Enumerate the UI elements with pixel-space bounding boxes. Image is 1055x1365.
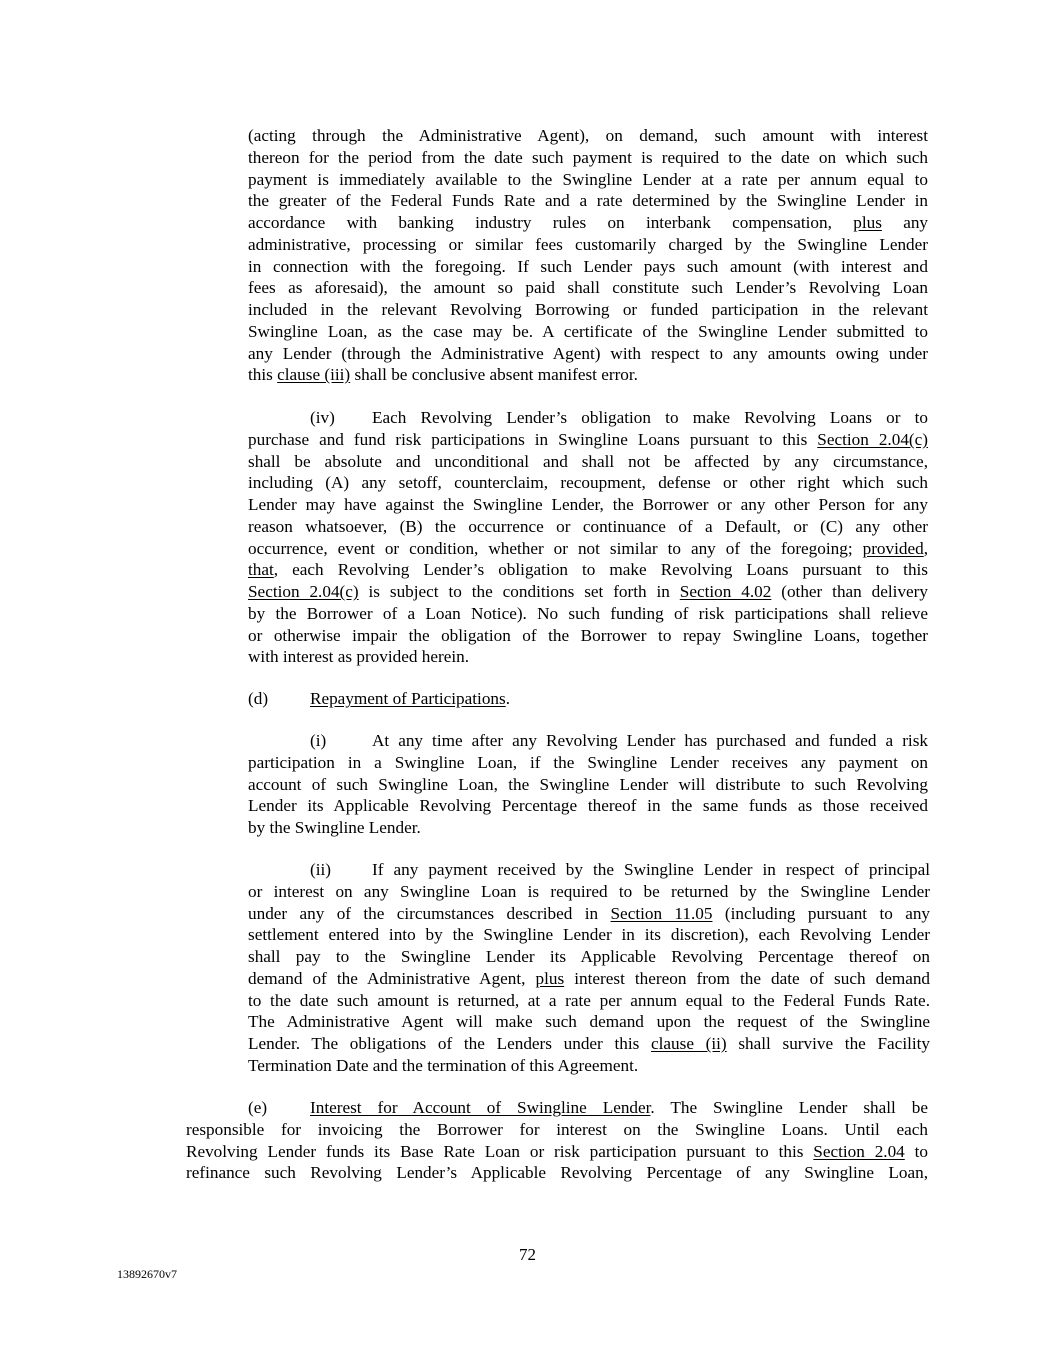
text-line: by the Borrower of a Loan Notice). No such funding of risk participations shall relieve [248,603,928,623]
text-line: account of such Swingline Loan, the Swingline Lender will distribute to such Revolving [248,774,928,794]
text-line: (d) Repayment of Participations. [248,689,510,708]
text-line: settlement entered into by the Swingline Lender in its discretion), each Revolving Lender [248,925,930,945]
paragraph-number: (ii) [310,860,331,879]
text-line: by the Swingline Lender. [248,818,421,837]
paragraph-e [186,1097,928,1184]
text-line: The Administrative Agent will make such demand upon the request of the Swingline [248,1012,930,1032]
text-line: (iv) Each Revolving Lender’s obligation to make Revolving Loans or to [310,408,928,427]
text-line: (acting through the Administrative Agent), on demand, such amount with interest [248,126,928,145]
provided-term: provided [862,538,924,558]
text-line: (ii) If any payment received by the Swingline Lender in respect of principal [310,860,930,879]
text-line: shall be absolute and unconditional and shall not be affected by any circumstance, [248,451,928,471]
text-line: this clause (iii) shall be conclusive absent manifest error. [248,365,638,385]
text-line: any Lender (through the Administrative Agent) with respect to any amounts owing under [248,343,928,363]
text-line: under any of the circumstances described in Section 11.05 (including pursuant to any [248,903,931,923]
paragraph-number: (i) [310,731,327,750]
text-line: payment is immediately available to the Swingline Lender at a rate per annum equal to [248,169,928,189]
text-line: occurrence, event or condition, whether or not similar to any of the foregoing; provided, [248,538,928,558]
text-line: to the date such amount is returned, at a rate per annum equal to the Federal Funds Rate. [248,990,930,1010]
text-line: responsible for invoicing the Borrower for interest on the Swingline Loans. Until each [186,1119,928,1139]
text-line: Lender. The obligations of the Lenders under this clause (ii) shall survive the Facility [248,1034,931,1053]
text-line: the greater of the Federal Funds Rate and a rate determined by the Swingline Lender in [248,191,928,211]
text-line: (e) Interest for Account of Swingline Lender. The Swingline Lender shall be [248,1098,928,1117]
text-line: in connection with the foregoing. If such Lender pays such amount (with interest and [248,256,928,276]
text-line: administrative, processing or similar fees customarily charged by the Swingline Lender [248,234,928,254]
text-line: Lender may have against the Swingline Lender, the Borrower or any other Person for any [248,495,928,514]
section-2-04-reference: Section 2.04 [813,1141,905,1161]
section-4-02-reference: Section 4.02 [679,582,772,601]
plus-term: plus [853,213,882,232]
text-line: including (A) any setoff, counterclaim, recoupment, defense or other right which such [248,473,928,493]
text-line: demand of the Administrative Agent, plus interest thereon from the date of such demand [248,968,931,988]
clause-iii-reference: clause (iii) [277,365,351,385]
text-line: or interest on any Swingline Loan is required to be returned by the Swingline Lender [248,881,930,901]
text-line: participation in a Swingline Loan, if the Swingline Lender receives any payment on [248,752,928,772]
text-line: Swingline Loan, as the case may be. A certificate of the Swingline Lender submitted to [248,321,928,341]
text-line: Lender its Applicable Revolving Percentage thereof in the same funds as those received [248,796,928,816]
text-line: with interest as provided herein. [248,647,469,667]
paragraph-d-i [248,730,928,839]
paragraph-d-ii [248,859,930,1077]
document-id: 13892670v7 [117,1267,177,1281]
that-term: that [248,560,274,580]
text-line: shall pay to the Swingline Lender its Applicable Revolving Percentage thereof on [248,947,930,966]
page-number: 72 [519,1245,536,1264]
clause-ii-reference: clause (ii) [651,1034,727,1053]
heading-d [248,688,928,710]
text-line: fees as aforesaid), the amount so paid shall constitute such Lender’s Revolving Loan [248,278,928,298]
text-line: reason whatsoever, (B) the occurrence or continuance of a Default, or (C) any other [248,516,928,536]
text-line: refinance such Revolving Lender’s Applicable Revolving Percentage of any Swingline Loan, [186,1163,928,1183]
text-line: Revolving Lender funds its Base Rate Loan or risk participation pursuant to this Section 2.04 to [186,1141,929,1161]
section-2-04c-reference: Section 2.04(c) [817,429,928,449]
paragraph-number: (iv) [310,408,335,427]
plus-term: plus [535,968,565,988]
section-11-05-reference: Section 11.05 [610,903,713,923]
section-letter: (e) [248,1098,268,1117]
section-title: Repayment of Participations [310,689,506,708]
text-line: or otherwise impair the obligation of the Borrower to repay Swingline Loans, together [248,625,928,645]
paragraph-iii-continuation [248,125,928,386]
text-line: Section 2.04(c) is subject to the conditions set forth in Section 4.02 (other than delivery [248,582,928,601]
text-line: (i) At any time after any Revolving Lender has purchased and funded a risk [310,731,928,750]
paragraph-iv [248,407,928,668]
section-title: Interest for Account of Swingline Lender [310,1098,651,1117]
text-line: accordance with banking industry rules on interbank compensation, plus any [248,213,929,232]
text-line: that, each Revolving Lender’s obligation to make Revolving Loans pursuant to this [248,560,928,580]
text-line: included in the relevant Revolving Borrowing or funded participation in the relevant [248,300,928,319]
section-letter: (d) [248,689,269,708]
text-line: purchase and fund risk participations in Swingline Loans pursuant to this Section 2.04(c) [248,429,928,449]
text-line: thereon for the period from the date such payment is required to the date on which such [248,147,928,167]
text-line: Termination Date and the termination of this Agreement. [248,1055,639,1075]
section-2-04c-reference: Section 2.04(c) [248,582,359,601]
